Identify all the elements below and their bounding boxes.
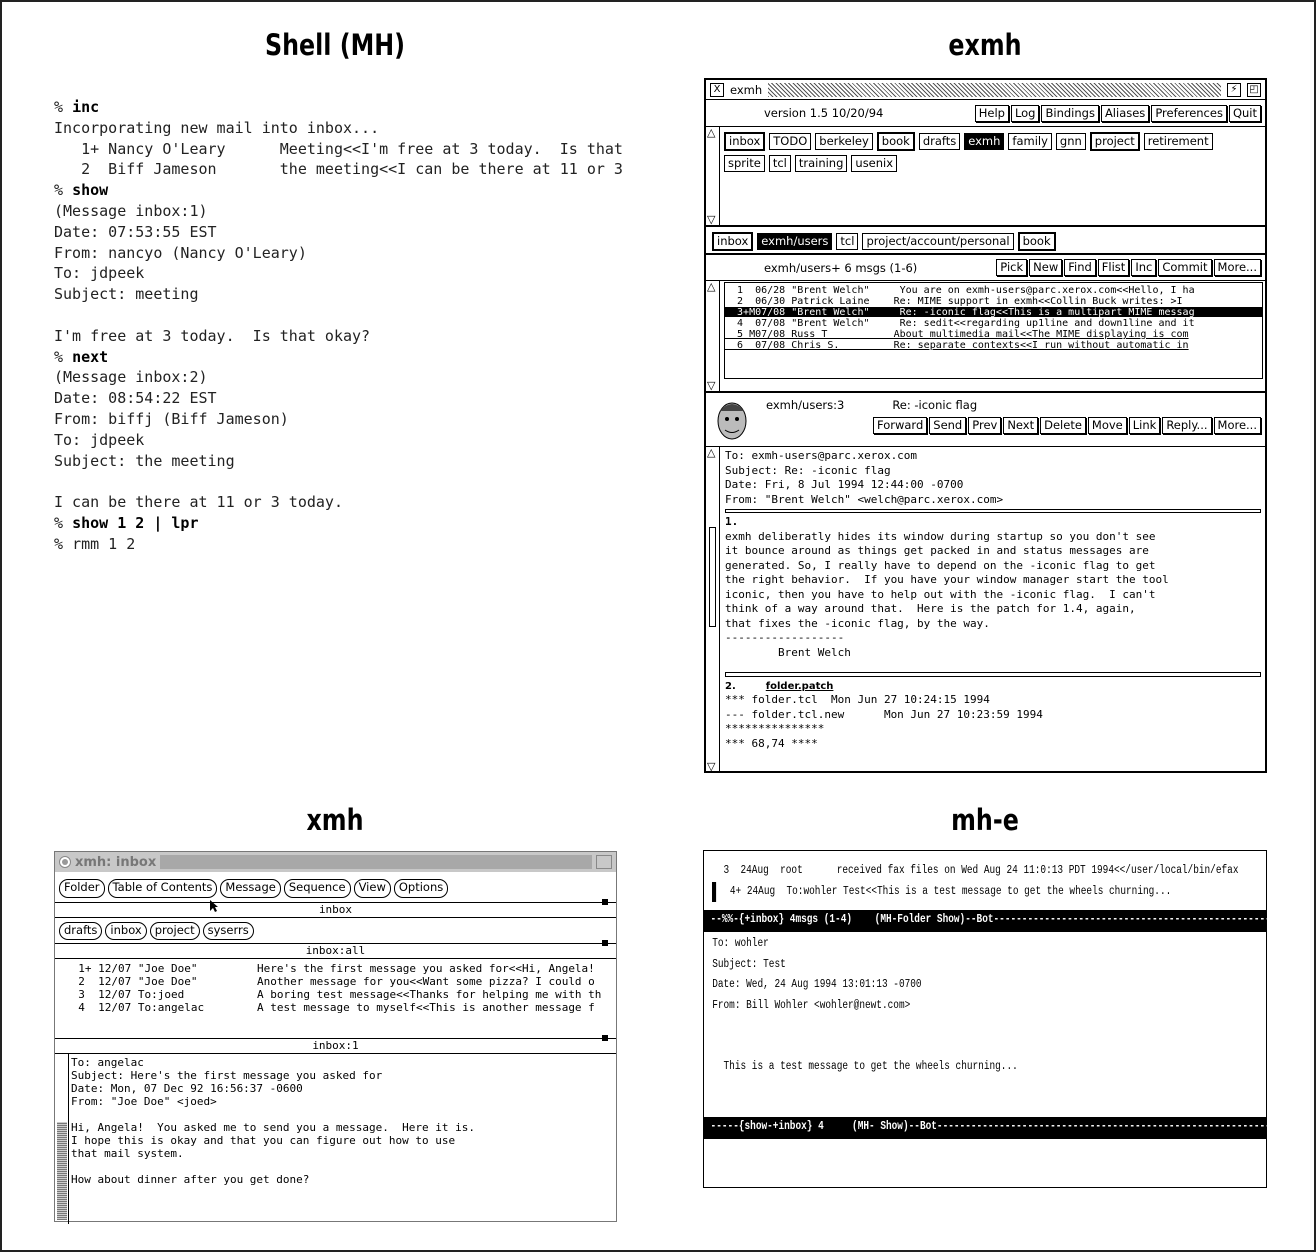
mhe-panel-title: mh-e	[951, 803, 1019, 837]
shell-output: (Message inbox:1)	[54, 201, 208, 220]
message-line: Date: Mon, 07 Dec 92 16:56:37 -0600	[71, 1082, 303, 1095]
shell-prompt: %	[54, 181, 73, 200]
xmh-titlebar[interactable]	[55, 852, 616, 872]
folder-button[interactable]: inbox	[712, 232, 753, 251]
scroll-thumb[interactable]	[709, 527, 716, 627]
version-label: version 1.5 10/20/94	[764, 106, 884, 120]
shell-output: Incorporating new mail into inbox...	[54, 118, 380, 137]
message-row[interactable]: 1 06/28 "Brent Welch" You are on exmh-users@parc.xerox.com<<Hello, I ha	[725, 285, 1262, 296]
message-body	[725, 530, 1261, 661]
shell-output: rmm 1 2	[72, 534, 136, 553]
message-line	[71, 1108, 616, 1121]
shell-line	[54, 430, 664, 451]
exmh-main-buttons	[975, 105, 1261, 122]
message-action-button[interactable]: More...	[1214, 417, 1261, 434]
folder-button[interactable]: drafts	[919, 133, 960, 150]
message-action-button[interactable]: Forward	[873, 417, 927, 434]
message-line: Hi, Angela! You asked me to send you a message. Here it is.	[71, 1121, 475, 1134]
message-row[interactable]: 3+M07/08 "Brent Welch" Re: -iconic flag<<This is a multipart MIME messag	[725, 307, 1262, 318]
folder-toolbar	[706, 255, 1265, 281]
folder-button[interactable]: exmh/users	[757, 233, 832, 250]
exmh-window	[704, 78, 1267, 773]
shell-line	[54, 159, 664, 180]
exmh-panel-title: exmh	[948, 28, 1022, 62]
menu-button[interactable]: Table of Contents	[108, 879, 218, 898]
exmh-main-button[interactable]: Help	[975, 105, 1009, 122]
xmh-scrollbar[interactable]	[55, 1054, 69, 1224]
shell-command: inc	[72, 98, 100, 116]
mhe-message	[704, 934, 1266, 1078]
message-action-button[interactable]: Send	[929, 417, 966, 434]
message-line: To: angelac	[71, 1056, 144, 1069]
menu-button[interactable]: Message	[220, 879, 280, 898]
shell-line	[54, 118, 664, 139]
scan-line[interactable]: 4+ 24Aug To:wohler Test<<This is a test message to get the wheels churning...	[712, 882, 1166, 903]
maximize-icon[interactable]	[596, 855, 612, 869]
patch-line: *** 68,74 ****	[725, 736, 818, 750]
body-line: the right behavior. If you have your window manager start the tool	[725, 573, 1169, 586]
body-line: Brent Welch	[725, 645, 851, 659]
message-action-button[interactable]: Delete	[1040, 417, 1086, 434]
message-line: Date: Wed, 24 Aug 1994 13:01:13 -0700	[712, 978, 922, 991]
shell-output: From: nancyo (Nancy O'Leary)	[54, 243, 307, 262]
header-line: Date: Fri, 8 Jul 1994 12:44:00 -0700	[725, 478, 964, 491]
current-folder-label: exmh/users:3	[766, 398, 845, 412]
exmh-main-button[interactable]: Bindings	[1041, 105, 1098, 122]
scroll-thumb[interactable]	[57, 1122, 67, 1220]
folder-action-button[interactable]: More...	[1214, 259, 1261, 276]
shell-line	[54, 471, 664, 492]
patch-line: --- folder.tcl.new Mon Jun 27 10:23:59 1994	[725, 707, 1043, 721]
shell-line	[54, 263, 664, 284]
shell-line	[54, 326, 664, 347]
toc-label: inbox:all	[305, 944, 366, 957]
message-line: This is a test message to get the wheels churning...	[712, 1060, 1018, 1073]
message-row[interactable]: 4 07/08 "Brent Welch" Re: sedit<<regarding up1line and down1line and it	[725, 318, 1262, 329]
scan-line[interactable]: 3 24Aug root received fax files on Wed Aug 24 11:0:13 PDT 1994<</user/local/bin/efax	[712, 864, 1239, 877]
folder-button[interactable]: tcl	[769, 155, 791, 172]
folder-display	[706, 127, 1265, 227]
shell-output: Subject: meeting	[54, 285, 199, 304]
part-divider	[725, 509, 1261, 513]
grip-icon[interactable]	[602, 940, 608, 946]
folder-action-button[interactable]: Commit	[1158, 259, 1211, 276]
xmh-window	[54, 851, 617, 1222]
xmh-folder-buttons	[55, 918, 616, 943]
message-line: I hope this is okay and that you can figure out how to use	[71, 1134, 456, 1147]
message-row[interactable]: 6 07/08 Chris S. Re: separate contexts<<I run without automatic in	[725, 340, 1262, 351]
folder-button[interactable]: berkeley	[815, 133, 873, 150]
patch-line: *** folder.tcl Mon Jun 27 10:24:15 1994	[725, 693, 990, 706]
grip-icon[interactable]	[602, 899, 608, 905]
mhe-window	[703, 850, 1305, 1188]
message-line	[704, 1037, 1165, 1058]
shell-line	[54, 97, 664, 118]
toc-scrollbar[interactable]: △ ▽	[706, 281, 720, 391]
menu-button[interactable]: View	[354, 879, 391, 898]
exmh-main-button[interactable]: Log	[1011, 105, 1040, 122]
folder-buttons	[996, 259, 1261, 276]
folder-button[interactable]: training	[795, 155, 848, 172]
body-line: ------------------	[725, 631, 845, 644]
menu-button[interactable]: Options	[394, 879, 448, 898]
folder-button[interactable]: book	[877, 132, 915, 151]
shell-prompt: %	[54, 347, 73, 366]
folder-button[interactable]: usenix	[851, 155, 897, 172]
exmh-main-button[interactable]: Quit	[1229, 105, 1261, 122]
shell-line	[54, 388, 664, 409]
shell-output: (Message inbox:2)	[54, 368, 208, 387]
folder-scrollbar[interactable]: △ ▽	[706, 127, 720, 225]
shell-panel-title: Shell (MH)	[264, 28, 406, 62]
folder-button[interactable]: tcl	[836, 233, 858, 250]
message-list-pane	[706, 281, 1265, 393]
message-action-button[interactable]: Next	[1003, 417, 1038, 434]
folder-button[interactable]: gnn	[1056, 133, 1086, 150]
part1-label: 1.	[725, 515, 739, 528]
message-action-button[interactable]: Move	[1088, 417, 1127, 434]
message-line: How about dinner after you get done?	[71, 1173, 310, 1186]
shell-prompt: %	[54, 534, 73, 553]
folder-action-button[interactable]: Flist	[1098, 259, 1130, 276]
shell-command: next	[72, 347, 109, 366]
shell-command: show	[72, 181, 109, 200]
shell-line	[54, 409, 664, 430]
shell-line	[54, 534, 664, 555]
part-divider-2	[725, 672, 1261, 677]
shell-line	[54, 139, 664, 160]
message-line: that mail system.	[71, 1147, 184, 1160]
folder-row-2	[724, 153, 1261, 174]
folder-row-1	[724, 130, 1261, 153]
shell-output: To: jdpeek	[54, 430, 145, 449]
message-line: From: Bill Wohler <wohler@newt.com>	[712, 998, 911, 1012]
shell-line	[54, 347, 664, 368]
shell-line	[54, 492, 664, 513]
folder-button[interactable]: drafts	[59, 922, 102, 940]
exmh-main-button[interactable]: Preferences	[1151, 105, 1227, 122]
folder-action-button[interactable]: Find	[1064, 259, 1096, 276]
folder-button[interactable]: TODO	[769, 133, 811, 150]
body-line: iconic, then you have to help out with the -iconic flag. I can't	[725, 587, 1156, 601]
folder-action-button[interactable]: New	[1029, 259, 1062, 276]
folder-button[interactable]: retirement	[1144, 133, 1213, 150]
toc-row: 3 12/07 To:joed A boring test message<<Thanks for helping me with th	[65, 988, 602, 1001]
titlebar-bar	[160, 855, 592, 869]
exmh-main-button[interactable]: Aliases	[1101, 105, 1149, 122]
shell-output: To: jdpeek	[54, 264, 145, 283]
xmh-window-title: xmh: inbox	[75, 854, 157, 870]
titlebar-stripe	[768, 83, 1221, 97]
body-line: think of a way around that. Here is the patch for 1.4, again,	[725, 602, 1136, 615]
shell-line	[54, 222, 664, 243]
shell-prompt: %	[54, 513, 73, 532]
shell-line	[54, 201, 664, 222]
folder-button[interactable]: sprite	[724, 155, 765, 172]
shell-output: I can be there at 11 or 3 today.	[54, 493, 343, 512]
message-action-button[interactable]: Prev	[968, 417, 1001, 434]
shell-output: Date: 08:54:22 EST	[54, 389, 217, 408]
subfolder-row	[706, 227, 1265, 255]
mhe-modeline-show: -----{show-+inbox} 4 (MH- Show)--Bot-----------------------------------------------------------------	[704, 1117, 1266, 1139]
message-line: Subject: Test	[712, 957, 786, 971]
message-row[interactable]: 2 06/30 Patrick Laine Re: MIME support in exmh<<Collin Buck writes: >I	[725, 296, 1262, 307]
message-line	[71, 1160, 616, 1173]
toc-label-bar	[55, 943, 616, 959]
exmh-window-title: exmh	[730, 82, 763, 97]
shell-line	[54, 367, 664, 388]
folder-button[interactable]: family	[1008, 133, 1052, 150]
message-line: From: "Joe Doe" <joed>	[71, 1095, 217, 1108]
part2-filename[interactable]: folder.patch	[765, 681, 834, 692]
body-line: that fixes the -iconic flag, by the way.	[725, 616, 990, 630]
shell-line	[54, 305, 664, 326]
shell-line	[54, 243, 664, 264]
message-header-bar	[706, 393, 1265, 447]
window-menu-icon[interactable]	[59, 856, 71, 868]
message-list	[724, 282, 1263, 379]
message-line	[704, 1016, 1165, 1037]
shell-output: 1+ Nancy O'Leary Meeting<<I'm free at 3 today. Is that	[54, 139, 623, 158]
folder-button[interactable]: syserrs	[203, 922, 254, 940]
body-line: it bounce around as things get packed in and status messages are	[725, 544, 1149, 557]
shell-output: Date: 07:53:55 EST	[54, 222, 217, 241]
current-subject-label: Re: -iconic flag	[892, 398, 978, 412]
toc-row: 1+ 12/07 "Joe Doe" Here's the first message you asked for<<Hi, Angela!	[65, 962, 595, 975]
message-action-button[interactable]: Link	[1129, 417, 1161, 434]
folder-button[interactable]: book	[1018, 232, 1056, 251]
shell-command: show 1 2 | lpr	[72, 513, 199, 532]
menu-button[interactable]: Folder	[59, 879, 105, 898]
folder-button[interactable]: project	[1090, 132, 1140, 151]
shell-line	[54, 513, 664, 534]
body-line: generated. So, I really have to depend on the -iconic flag to get	[725, 558, 1156, 572]
folder-button[interactable]: inbox	[105, 922, 146, 940]
close-icon[interactable]: X	[710, 83, 724, 97]
msg-label: inbox:1	[312, 1039, 359, 1052]
mhe-modeline-folder: --%%-{+inbox} 4msgs (1-4) (MH-Folder Show)--Bot------------------------------------------------------	[704, 910, 1266, 932]
message-row[interactable]: 5 M07/08 Russ T About multimedia mail<<The MIME displaying is com	[725, 329, 1262, 340]
shell-line	[54, 284, 664, 305]
shell-transcript	[54, 97, 664, 555]
folder-label-bar	[55, 902, 616, 918]
xmh-message	[69, 1054, 616, 1224]
folder-action-button[interactable]: Pick	[996, 259, 1027, 276]
shell-output: 2 Biff Jameson the meeting<<I can be there at 11 or 3	[54, 160, 623, 179]
mouse-cursor-icon	[209, 899, 219, 913]
message-buttons	[758, 417, 1265, 434]
folder-button[interactable]: project/account/personal	[862, 233, 1013, 250]
message-line: To: wohler	[712, 937, 769, 950]
xmh-toc	[55, 959, 616, 1021]
shell-output: From: biffj (Biff Jameson)	[54, 409, 289, 428]
mhe-scan-lines	[704, 861, 1266, 902]
message-view-pane	[706, 447, 1265, 772]
xmh-menubar	[55, 872, 616, 902]
folder-action-button[interactable]: Inc	[1131, 259, 1156, 276]
header-line: Subject: Re: -iconic flag	[725, 463, 891, 477]
folder-label: inbox	[318, 903, 353, 916]
patch-content	[725, 693, 1261, 751]
header-line: From: "Brent Welch" <welch@parc.xerox.com>	[725, 492, 1004, 506]
toc-row: 4 12/07 To:angelac A test message to myself<<This is another message f	[65, 1001, 595, 1014]
exmh-toolbar	[706, 100, 1265, 127]
header-line: To: exmh-users@parc.xerox.com	[725, 449, 918, 462]
message-headers	[725, 449, 1261, 507]
message-action-button[interactable]: Reply...	[1162, 417, 1211, 434]
shell-output: Subject: the meeting	[54, 451, 235, 470]
msg-label-bar	[55, 1038, 616, 1054]
part2-label: 2.	[725, 681, 736, 692]
resize-icon[interactable]: ◰	[1247, 83, 1261, 97]
toc-row: 2 12/07 "Joe Doe" Another message for you<<Want some pizza? I could o	[65, 975, 595, 988]
body-line: exmh deliberatly hides its window during startup so you don't see	[725, 529, 1156, 543]
folder-info: exmh/users+ 6 msgs (1-6)	[764, 260, 918, 275]
lightning-icon[interactable]: ⚡	[1227, 83, 1241, 97]
folder-button[interactable]: exmh	[964, 133, 1004, 150]
shell-output: I'm free at 3 today. Is that okay?	[54, 326, 371, 345]
exmh-titlebar[interactable]	[706, 80, 1265, 100]
folder-button[interactable]: inbox	[724, 132, 765, 151]
xmh-panel-title: xmh	[306, 803, 364, 837]
message-line: Subject: Here's the first message you asked for	[71, 1069, 383, 1082]
patch-line: ***************	[725, 722, 825, 735]
shell-line	[54, 180, 664, 201]
message-scrollbar[interactable]: △ ▽	[706, 447, 720, 772]
folder-button[interactable]: project	[150, 922, 200, 940]
shell-prompt: %	[54, 98, 73, 116]
menu-button[interactable]: Sequence	[284, 879, 351, 898]
grip-icon[interactable]	[602, 1035, 608, 1041]
shell-line	[54, 451, 664, 472]
avatar	[710, 395, 754, 445]
